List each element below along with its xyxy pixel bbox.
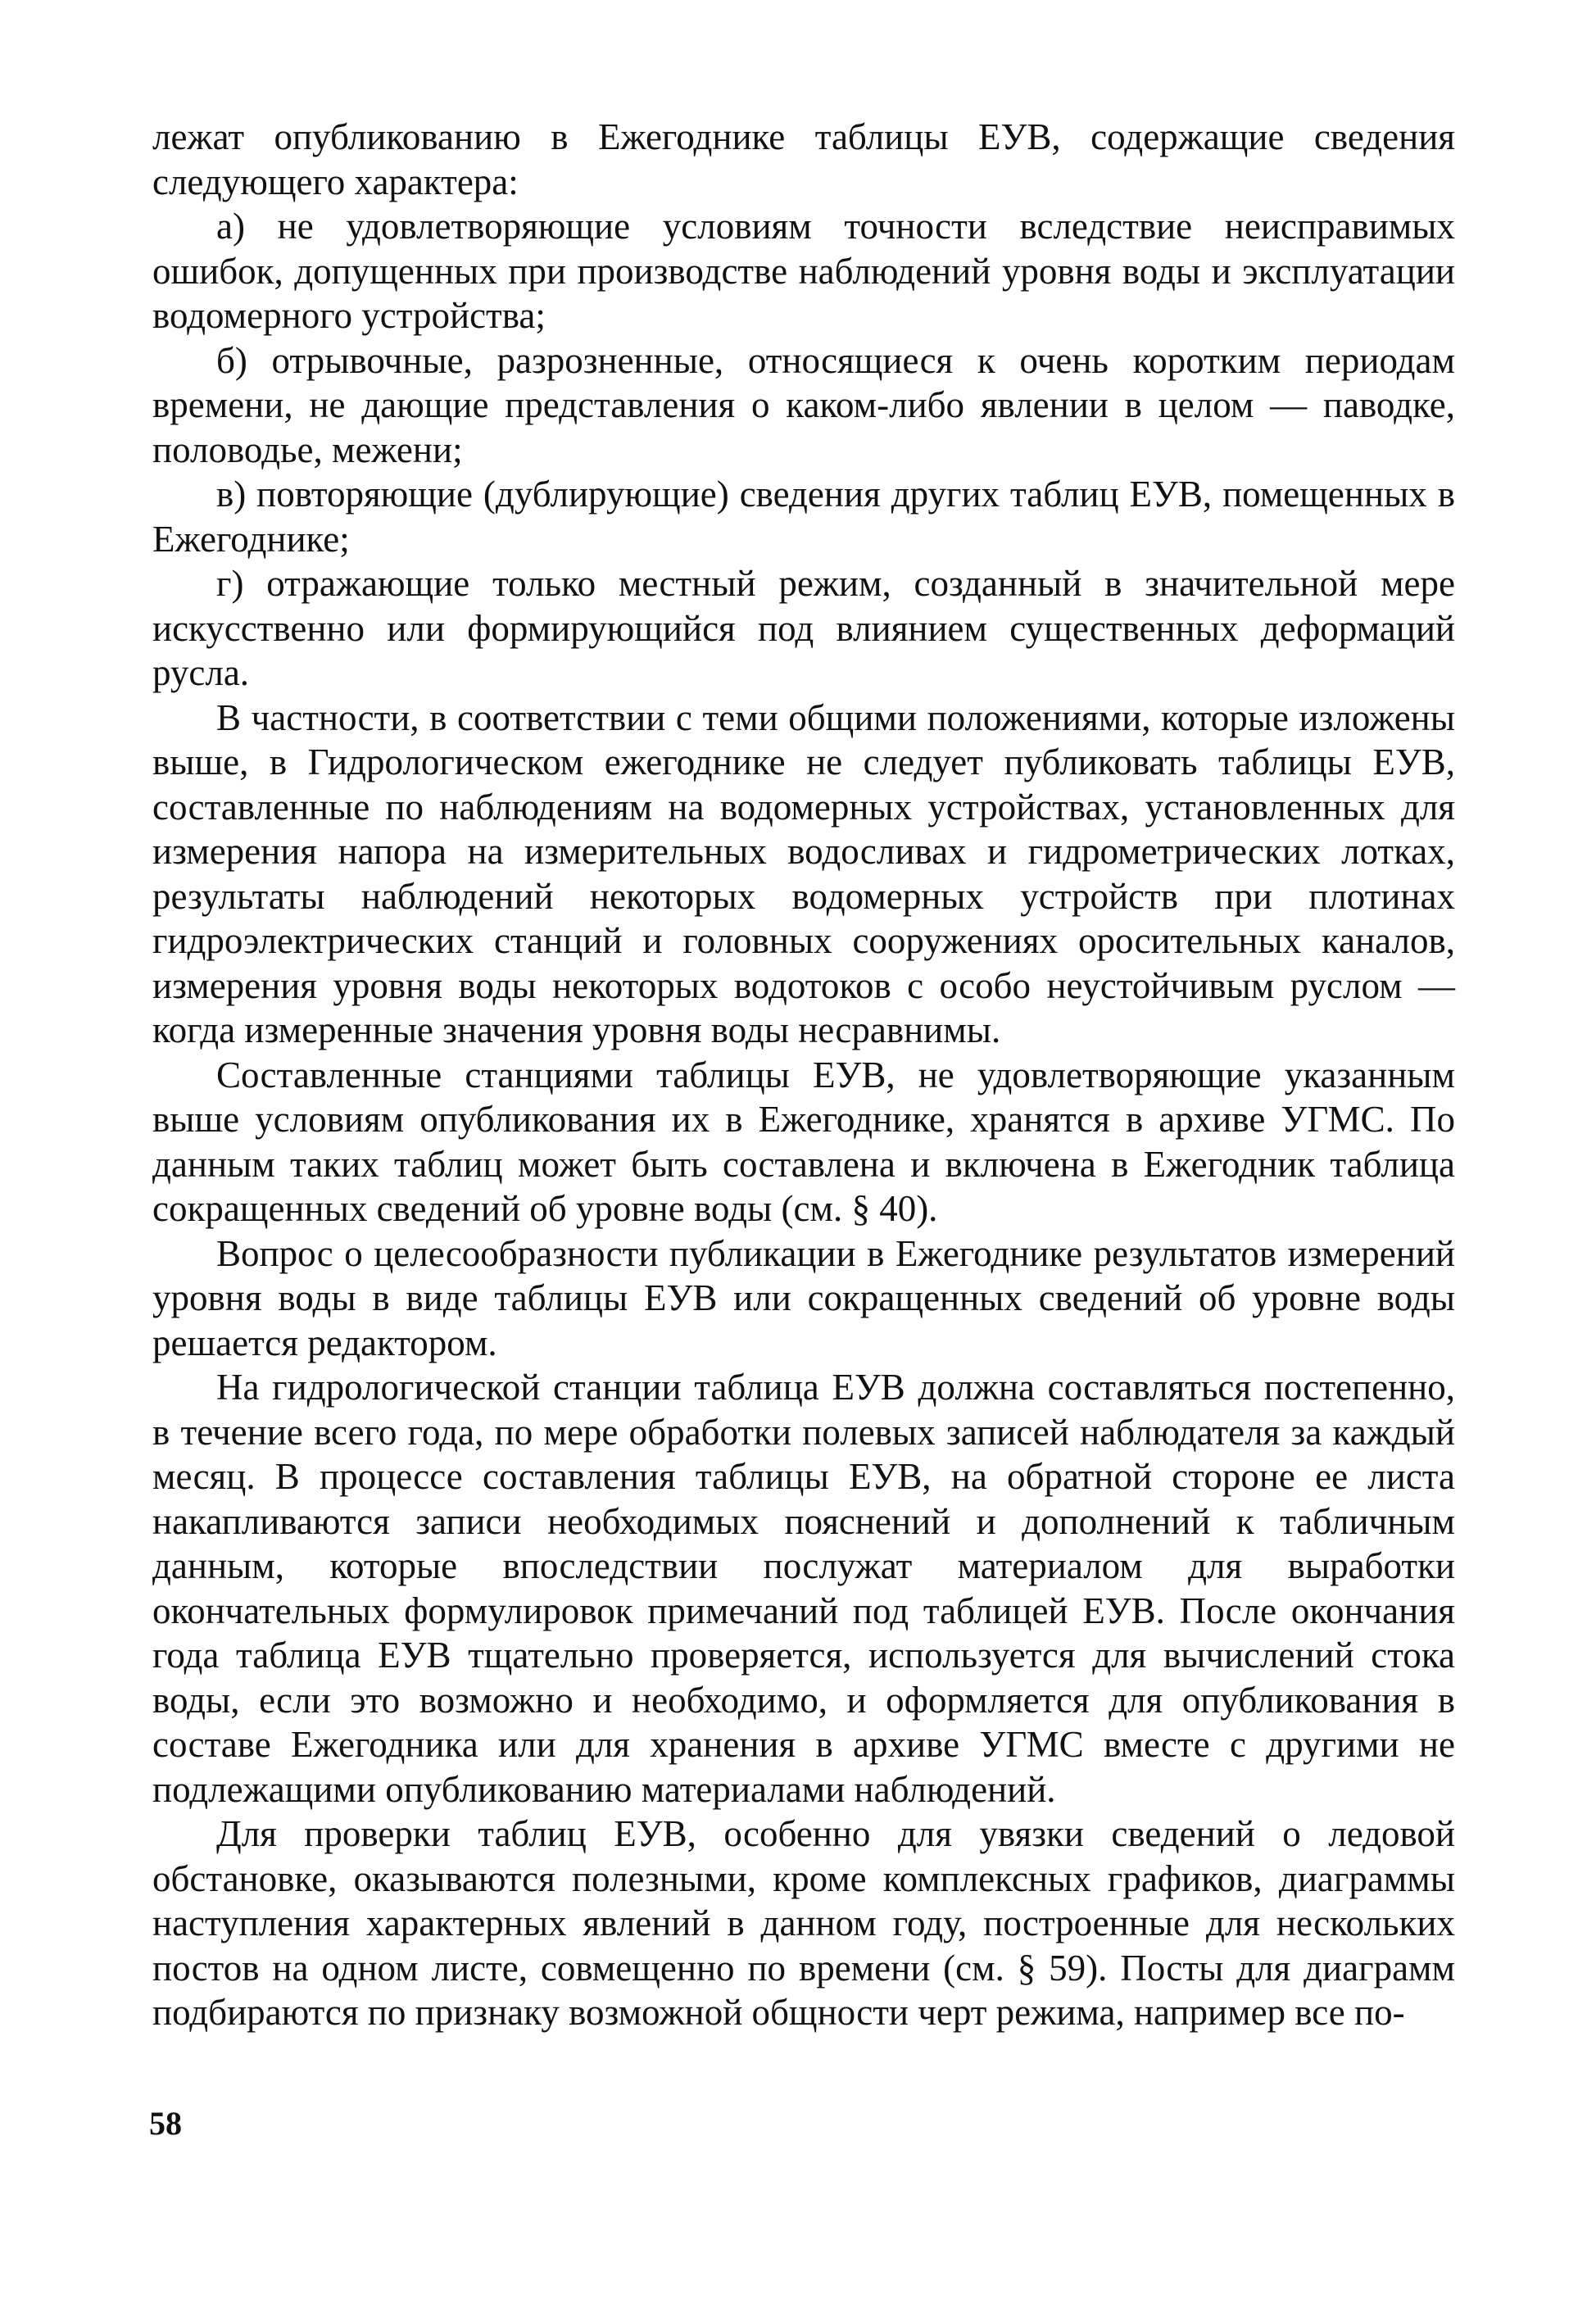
paragraph-continuation: лежат опубликованию в Ежегоднике таблицы ЕУВ, содержащие сведения следующего характера: xyxy=(152,116,1455,202)
list-item-g: г) отражающие только местный режим, созданный в значительной мере искусственно или формирующийся под влиянием существенных деформаций русла. xyxy=(152,563,1455,693)
paragraph: На гидрологической станции таблица ЕУВ должна составляться постепенно, в течение всего года, по мере обработки полевых записей наблюдателя за каждый месяц. В процессе составления таблицы ЕУВ, на обратной стороне ее листа накапливаются записи необходимых пояснений и дополнений к табличным данным, которые впоследствии послужат материалом для выработки окончательных формулировок примечаний под таблицей ЕУВ. После окончания года таблица ЕУВ тщательно проверяется, используется для вычислений стока воды, если это возможно и необходимо, и оформляется для опубликования в составе Ежегодника или для хранения в архиве УГМС вместе с другими не подлежащими опубликованию материалами наблюдений. xyxy=(152,1367,1455,1810)
list-item-a: а) не удовлетворяющие условиям точности вследствие неисправимых ошибок, допущенных при производстве наблюдений уровня воды и эксплуатации водомерного устройства; xyxy=(152,206,1455,336)
paragraph: Вопрос о целесообразности публикации в Ежегоднике результатов измерений уровня воды в виде таблицы ЕУВ или сокращенных сведений об уровне воды решается редактором. xyxy=(152,1232,1455,1363)
paragraph: Для проверки таблиц ЕУВ, особенно для увязки сведений о ледовой обстановке, оказываются полезными, кроме комплексных графиков, диаграммы наступления характерных явлений в данном году, построенные для нескольких постов на одном листе, совмещенно по времени (см. § 59). Посты для диаграмм подбираются по признаку возможной общности черт режима, например все по- xyxy=(152,1813,1455,2033)
list-item-b: б) отрывочные, разрозненные, относящиеся к очень коротким периодам времени, не дающие представления о каком-либо явлении в целом — паводке, половодье, межени; xyxy=(152,339,1455,470)
paragraph: В частности, в соответствии с теми общими положениями, которые изложены выше, в Гидрологическом ежегоднике не следует публиковать таблицы ЕУВ, составленные по наблюдениям на водомерных устройствах, установленных для измерения напора на измерительных водосливах и гидрометрических лотках, результаты наблюдений некоторых водомерных устройств при плотинах гидроэлектрических станций и головных сооружениях оросительных каналов, измерения уровня воды некоторых водотоков с особо неустойчивым руслом — когда измеренные значения уровня воды несравнимы. xyxy=(152,696,1455,1050)
page-body xyxy=(152,115,1455,2035)
page-number: 58 xyxy=(149,2105,182,2142)
list-item-v: в) повторяющие (дублирующие) сведения других таблиц ЕУВ, помещенных в Ежегоднике; xyxy=(152,474,1455,560)
paragraph: Составленные станциями таблицы ЕУВ, не удовлетворяющие указанным выше условиям опубликования их в Ежегоднике, хранятся в архиве УГМС. По данным таких таблиц может быть составлена и включена в Ежегодник таблица сокращенных сведений об уровне воды (см. § 40). xyxy=(152,1054,1455,1229)
